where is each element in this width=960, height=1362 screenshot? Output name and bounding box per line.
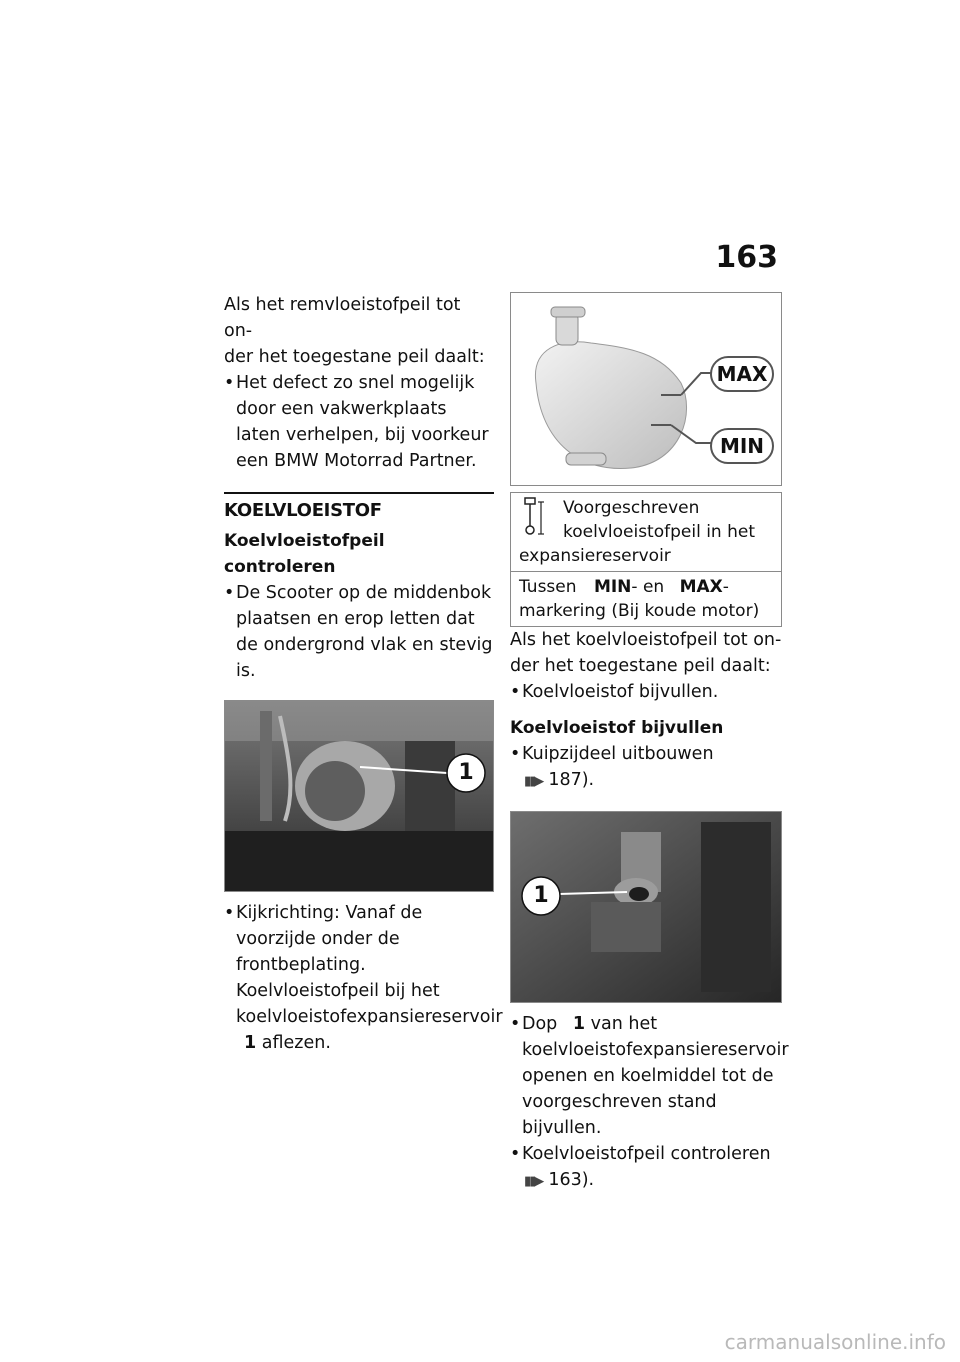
page-reference-187[interactable]: 187). xyxy=(548,770,595,790)
bullet-viewing-direction: • Kijkrichting: Vanaf de voorzijde onder de frontbeplating. Koelvloeistofpeil bij het koelvloeistofexpansiereservoir 1 aflezen. xyxy=(224,900,494,1056)
spec-row-value: Tussen MIN- en MAX-markering (Bij koude motor) xyxy=(511,571,781,626)
bullet-defect: • Het defect zo snel mogelijk door een vakwerkplaats laten verhelpen, bij voorkeur een BMW Motorrad Partner. xyxy=(224,370,494,474)
page-reference-icon: ▮▮▶ xyxy=(524,774,543,789)
bullet-open-cap: • Dop 1 van het koelvloeistofexpansiereservoir openen en koelmiddel tot de voorgeschreven stand bijvullen. xyxy=(510,1011,782,1141)
subsection-title-check: Koelvloeistofpeil controleren xyxy=(224,531,385,577)
subsection-title-refill: Koelvloeistof bijvullen xyxy=(510,718,724,738)
page-reference-icon: ▮▮▶ xyxy=(524,1174,543,1189)
section-rule xyxy=(224,492,494,524)
figure-reservoir-cap xyxy=(510,811,782,1003)
brake-fluid-paragraph: Als het remvloeistofpeil tot on- der het toegestane peil daalt: xyxy=(224,295,485,367)
figure-reservoir xyxy=(510,292,782,486)
coolant-level-icon xyxy=(519,496,549,540)
bullet-remove-panel: • Kuipzijdeel uitbouwen ▮▮▶ 187). xyxy=(510,741,782,795)
bullet-refill: • Koelvloeistof bijvullen. xyxy=(510,679,782,705)
min-marker-label: MIN xyxy=(719,434,765,458)
figure-reservoir-cap-drawing xyxy=(511,812,781,1002)
spec-table xyxy=(510,492,782,627)
page-reference-163[interactable]: 163). xyxy=(548,1170,595,1190)
page-number: 163 xyxy=(715,240,778,275)
bullet-check-level: • Koelvloeistofpeil controleren ▮▮▶ 163). xyxy=(510,1141,782,1195)
figure-front-view-drawing xyxy=(225,701,493,891)
figure-front-view xyxy=(224,700,494,892)
bullet-centerstand: • De Scooter op de middenbok plaatsen en erop letten dat de ondergrond vlak en stevig is. xyxy=(224,580,494,684)
coolant-low-paragraph: Als het koelvloeistofpeil tot on- der het toegestane peil daalt: xyxy=(510,630,782,676)
ref-item-1-cap: 1 xyxy=(572,1014,586,1034)
section-title: KOELVLOEISTOF xyxy=(224,500,382,521)
right-column xyxy=(510,292,789,1195)
figure-reservoir-cap-label: 1 xyxy=(533,883,549,908)
max-marker-label: MAX xyxy=(716,362,768,386)
ref-item-1: 1 xyxy=(244,1033,257,1053)
left-column xyxy=(224,292,503,1056)
spec-row-title: Voorgeschreven koelvloeistofpeil in het expansiereservoir xyxy=(519,498,755,566)
watermark: carmanualsonline.info xyxy=(724,1330,946,1354)
figure-front-view-label: 1 xyxy=(458,760,474,785)
